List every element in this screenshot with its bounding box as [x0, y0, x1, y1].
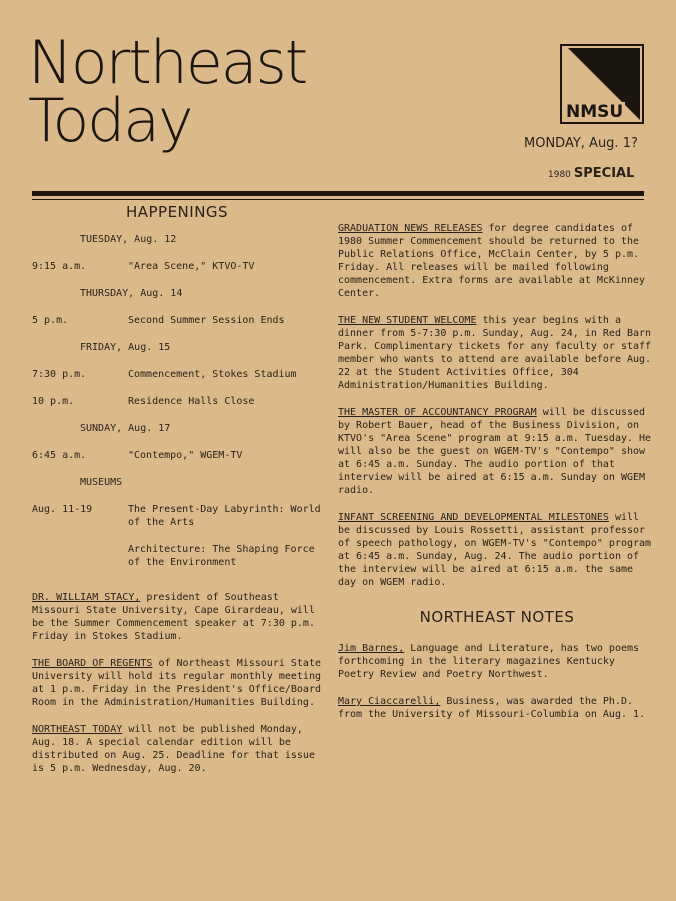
masthead-line-2: Today: [28, 86, 192, 156]
nmsu-logo: [560, 44, 644, 124]
paragraph-text: will not be published Monday, Aug. 18. A special calendar edition will be distributed on Aug. 25. Deadline for that issue is 5 p.m. Wednesday, Aug. 20.: [32, 724, 315, 774]
logo-text: NMSU: [566, 102, 624, 122]
event-desc: "Contempo," WGEM-TV: [128, 450, 243, 461]
note-lead: Jim Barnes,: [338, 643, 405, 654]
news-paragraph: [338, 406, 656, 497]
news-paragraph: [32, 591, 322, 643]
event-time: [32, 543, 128, 569]
paragraph-text: of Northeast Missouri State University will hold its regular monthly meeting at 1 p.m. Friday in the President's Office/Board Room in the Administration/Humanities Building.: [32, 658, 321, 708]
event-desc: Second Summer Session Ends: [128, 315, 285, 326]
day-heading: FRIDAY, Aug. 15: [80, 342, 171, 353]
event-row: [32, 449, 322, 462]
paragraph-text: president of Southeast Missouri State University, Cape Girardeau, will be the Summer Commencement speaker at 7:30 p.m. Friday in Stokes Stadium.: [32, 592, 315, 642]
paragraph-text: will be discussed by Louis Rossetti, assistant professor of speech pathology, on WGEM-TV's "Contempo" program at 6:45 a.m. Sunday, Aug. 24. The audio portion of the interview will be aired at 6:15 a.m. the same day on WGEM radio.: [338, 512, 652, 588]
news-paragraph: [338, 222, 656, 300]
note-item: [338, 642, 656, 681]
news-paragraph: [32, 723, 322, 775]
masthead-line-1: Northeast: [28, 28, 307, 98]
event-time: 9:15 a.m.: [32, 261, 87, 272]
note-item: [338, 695, 656, 721]
event-time: Aug. 11-19: [32, 504, 93, 515]
paragraph-lead: THE MASTER OF ACCOUNTANCY PROGRAM: [338, 407, 537, 418]
day-heading: MUSEUMS: [80, 477, 123, 488]
event-row: [32, 260, 322, 273]
event-time: 7:30 p.m.: [32, 369, 87, 380]
event-row: [32, 503, 322, 529]
paragraph-text: for degree candidates of 1980 Summer Commencement should be returned to the Public Relations Office, McClain Center, by 5 p.m. Friday. All releases will be mailed following commencement. Extra forms are available at McKinney Center.: [338, 223, 646, 299]
note-lead: Mary Ciaccarelli,: [338, 696, 441, 707]
paragraph-lead: THE NEW STUDENT WELCOME: [338, 315, 477, 326]
event-time: 10 p.m.: [32, 396, 75, 407]
happenings-title: HAPPENINGS: [125, 203, 229, 221]
event-row: [32, 314, 322, 327]
paragraph-text: will be discussed by Robert Bauer, head of the Business Division, on KTVO's "Area Scene" program at 9:15 a.m. Tuesday. He will also be the guest on WGEM-TV's "Contempo" show at 6:45 a.m. Sunday. The audio portion of that interview will be aired at 6:15 a.m. Sunday on WGEM radio.: [338, 407, 652, 496]
event-row: [32, 543, 322, 569]
event-time: 5 p.m.: [32, 315, 69, 326]
issue-date: MONDAY, Aug. 1?: [524, 136, 638, 151]
paragraph-lead: GRADUATION NEWS RELEASES: [338, 223, 483, 234]
paragraph-lead: DR. WILLIAM STACY,: [32, 592, 141, 603]
paragraph-lead: THE BOARD OF REGENTS: [32, 658, 153, 669]
event-desc: Commencement, Stokes Stadium: [128, 369, 297, 380]
paragraph-lead: NORTHEAST TODAY: [32, 724, 123, 735]
event-row: [32, 395, 322, 408]
event-time: 6:45 a.m.: [32, 450, 87, 461]
news-paragraph: [338, 511, 656, 589]
day-heading: TUESDAY, Aug. 12: [80, 234, 177, 245]
news-paragraph: [32, 657, 322, 709]
edition-small: 1980: [548, 170, 571, 180]
paragraph-lead: INFANT SCREENING AND DEVELOPMENTAL MILESTONES: [338, 512, 609, 523]
edition-name: SPECIAL: [573, 166, 635, 181]
event-desc: The Present-Day Labyrinth: World of the Arts: [128, 504, 321, 528]
note-text: Language and Literature, has two poems forthcoming in the literary magazines Kentucky Poetry Review and Poetry Northwest.: [338, 643, 640, 680]
paragraph-text: this year begins with a dinner from 5-7:30 p.m. Sunday, Aug. 24, in Red Barn Park. Complimentary tickets for any faculty or staff member who wants to attend are available before Aug. 22 at the Student Activities Office, 304 Administration/Humanities Building.: [338, 315, 652, 391]
event-desc: Architecture: The Shaping Force of the Environment: [128, 544, 315, 568]
header-rule-thin: [32, 199, 644, 200]
event-desc: Residence Halls Close: [128, 396, 255, 407]
header-rule-thick: [32, 191, 644, 196]
edition-label: [548, 166, 634, 181]
masthead-title: [28, 28, 307, 156]
notes-title: NORTHEAST NOTES: [419, 608, 575, 626]
right-column: [338, 222, 656, 735]
event-row: [32, 368, 322, 381]
left-column: [32, 203, 322, 789]
note-text: Business, was awarded the Ph.D. from the University of Missouri-Columbia on Aug. 1.: [338, 696, 646, 720]
event-desc: "Area Scene," KTVO-TV: [128, 261, 255, 272]
news-paragraph: [338, 314, 656, 392]
day-heading: SUNDAY, Aug. 17: [80, 423, 171, 434]
day-heading: THURSDAY, Aug. 14: [80, 288, 183, 299]
